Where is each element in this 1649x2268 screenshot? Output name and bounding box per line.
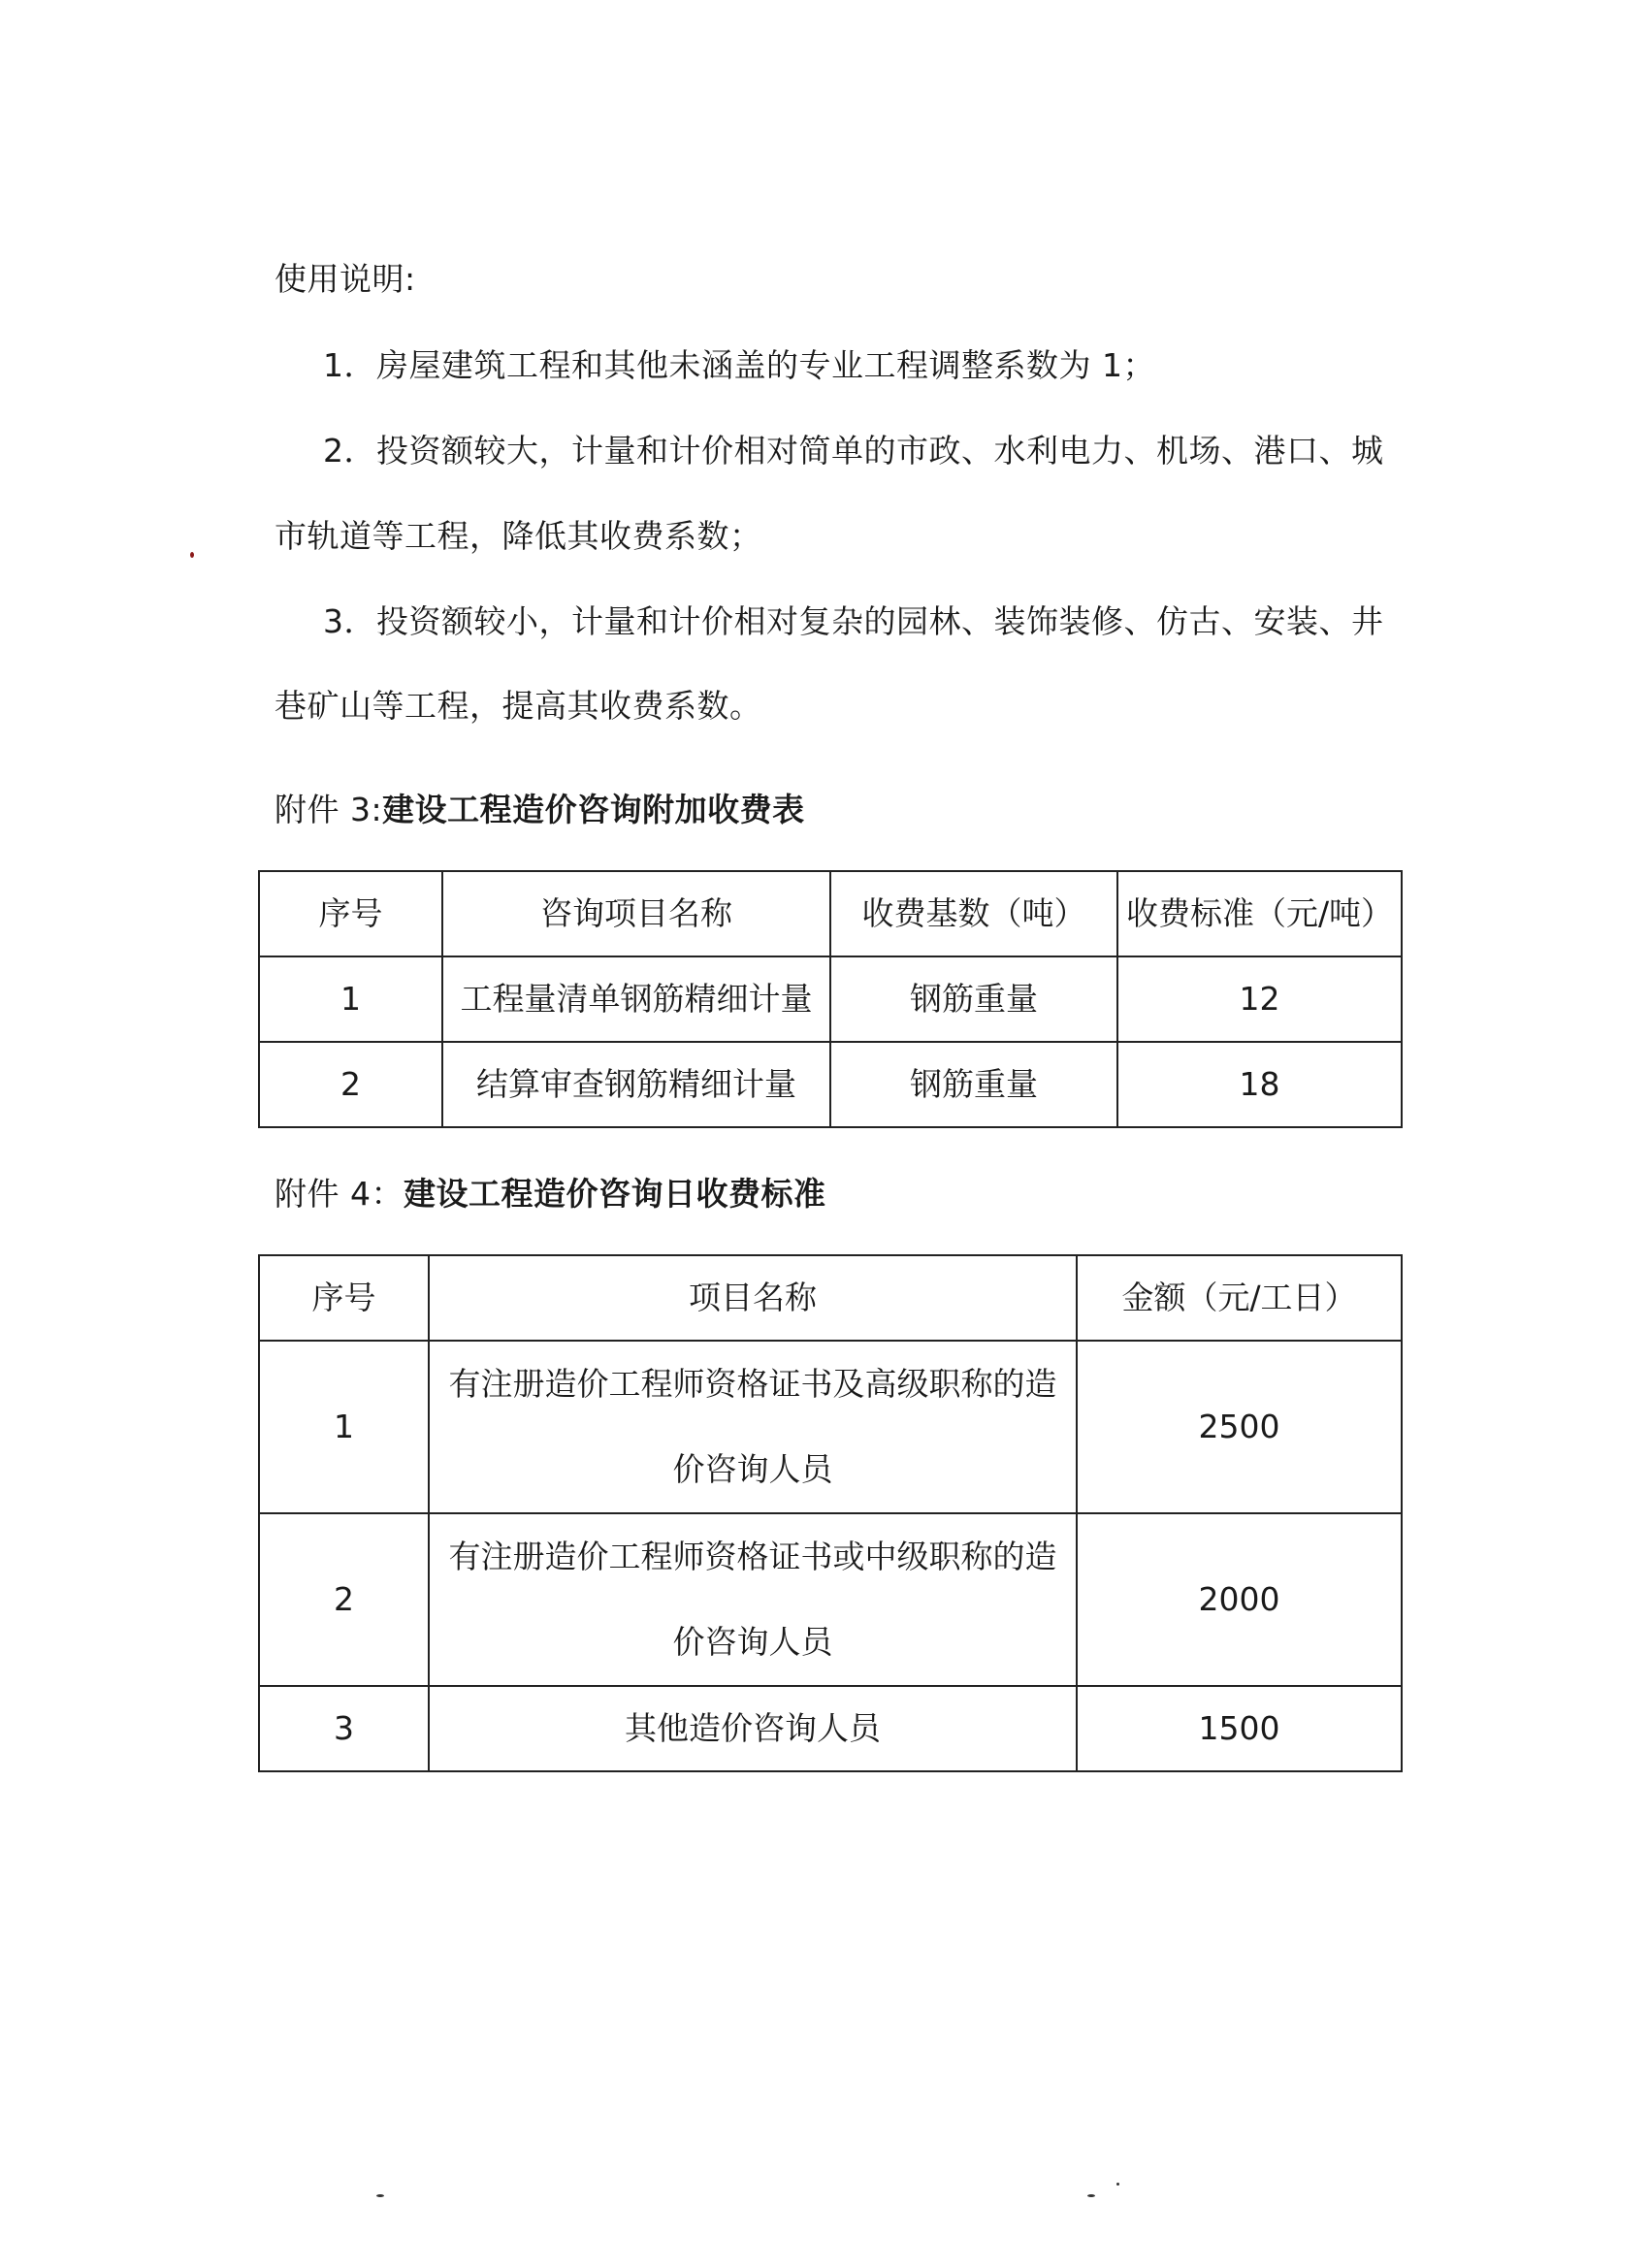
table-row <box>259 1513 1402 1686</box>
table-cell: 2 <box>259 1513 429 1686</box>
table-cell: 12 <box>1117 956 1402 1042</box>
usage-item-2-line-1: 2．投资额较大，计量和计价相对简单的市政、水利电力、机场、港口、城 <box>323 432 1384 470</box>
table-cell: 结算审查钢筋精细计量 <box>442 1042 830 1127</box>
name-line-1: 有注册造价工程师资格证书或中级职称的造 <box>448 1538 1057 1575</box>
annex-3-heading <box>275 791 805 829</box>
annex-4-table <box>258 1254 1403 1772</box>
table-cell: 1 <box>259 956 442 1042</box>
annex-3-prefix: 附件 3: <box>275 791 383 828</box>
table-cell-name <box>429 1513 1077 1686</box>
table-header-row <box>259 871 1402 956</box>
header-cell: 金额（元/工日） <box>1077 1255 1402 1341</box>
table-cell: 18 <box>1117 1042 1402 1127</box>
name-line-2: 价咨询人员 <box>672 1450 833 1488</box>
annex-4-prefix: 附件 4： <box>275 1175 404 1213</box>
header-cell: 收费标准（元/吨） <box>1117 871 1402 956</box>
usage-item-2-line-2: 市轨道等工程，降低其收费系数； <box>275 517 762 555</box>
name-line-2: 价咨询人员 <box>672 1623 833 1661</box>
annex-4-title: 建设工程造价咨询日收费标准 <box>404 1175 826 1213</box>
scan-speck <box>376 2194 384 2197</box>
table-cell: 2 <box>259 1042 442 1127</box>
table-cell: 其他造价咨询人员 <box>429 1686 1077 1771</box>
table-cell-name <box>429 1341 1077 1513</box>
annex-4-heading <box>275 1175 826 1214</box>
header-cell: 序号 <box>259 1255 429 1341</box>
header-cell: 项目名称 <box>429 1255 1077 1341</box>
table-cell: 1 <box>259 1341 429 1513</box>
table-cell: 钢筋重量 <box>830 956 1117 1042</box>
table-row <box>259 1042 1402 1127</box>
annex-3-title: 建设工程造价咨询附加收费表 <box>382 791 805 828</box>
table-cell: 1500 <box>1077 1686 1402 1771</box>
usage-item-3-line-2: 巷矿山等工程，提高其收费系数。 <box>275 687 762 725</box>
table-cell: 2500 <box>1077 1341 1402 1513</box>
table-cell: 2000 <box>1077 1513 1402 1686</box>
annex-3-table <box>258 870 1403 1128</box>
header-cell: 序号 <box>259 871 442 956</box>
header-cell: 收费基数（吨） <box>830 871 1117 956</box>
table-row <box>259 1686 1402 1771</box>
usage-title: 使用说明: <box>275 260 416 298</box>
usage-item-3-line-1: 3．投资额较小，计量和计价相对复杂的园林、装饰装修、仿古、安装、井 <box>323 602 1384 640</box>
table-header-row <box>259 1255 1402 1341</box>
table-cell: 工程量清单钢筋精细计量 <box>442 956 830 1042</box>
scan-speck <box>1116 2183 1119 2186</box>
table-cell: 3 <box>259 1686 429 1771</box>
name-line-1: 有注册造价工程师资格证书及高级职称的造 <box>448 1365 1057 1403</box>
table-row <box>259 956 1402 1042</box>
usage-item-1: 1．房屋建筑工程和其他未涵盖的专业工程调整系数为 1； <box>323 346 1155 384</box>
scan-speck <box>190 552 194 558</box>
table-row <box>259 1341 1402 1513</box>
header-cell: 咨询项目名称 <box>442 871 830 956</box>
scan-speck <box>1087 2194 1095 2197</box>
table-cell: 钢筋重量 <box>830 1042 1117 1127</box>
